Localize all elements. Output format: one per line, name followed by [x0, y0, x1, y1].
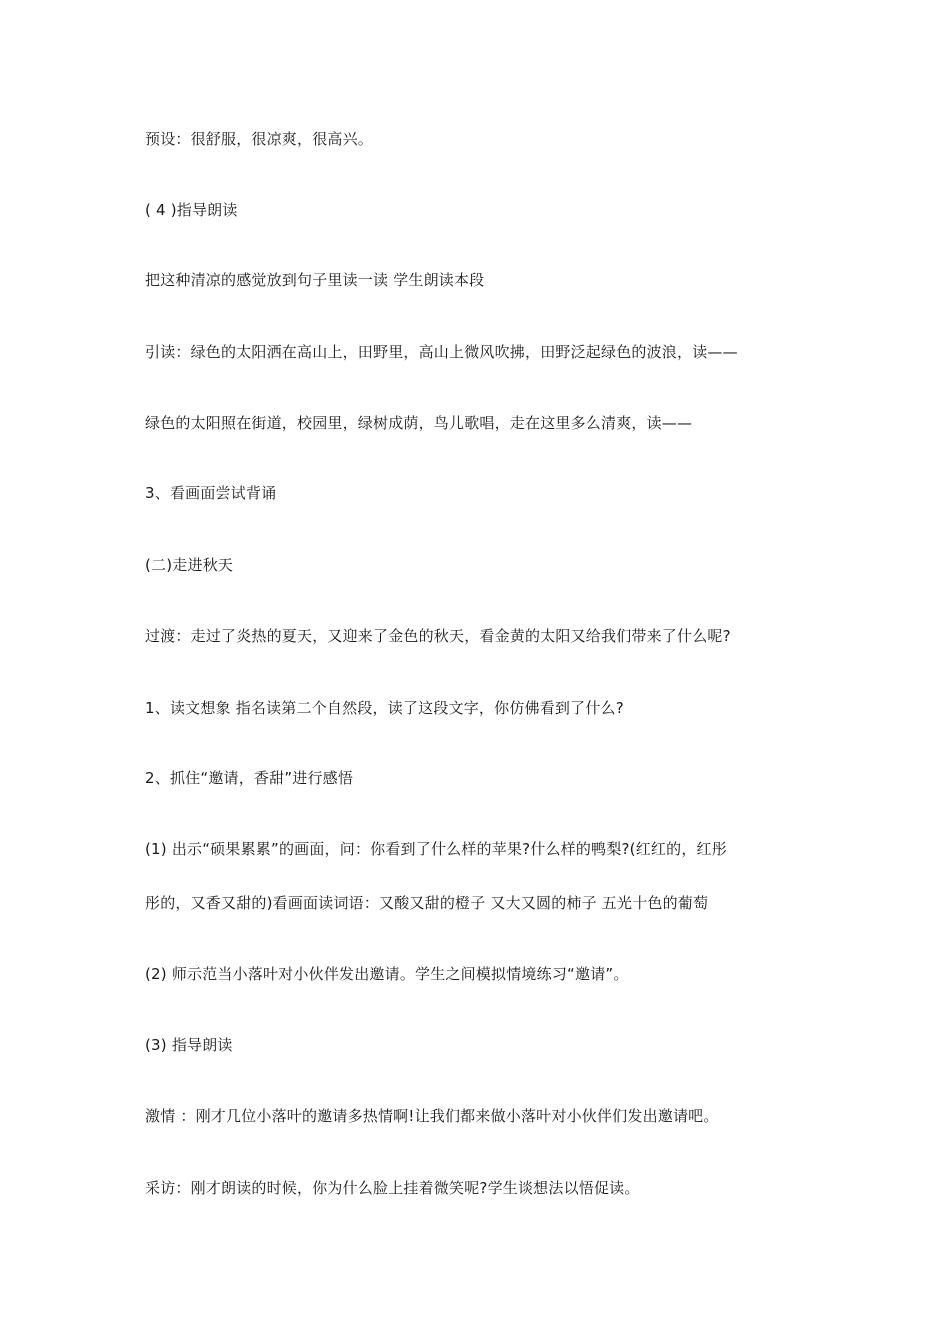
paragraph-teacher-demo: (2) 师示范当小落叶对小伙伴发出邀请。学生之间模拟情境练习“邀请”。 — [145, 965, 629, 983]
paragraph-interview: 采访：刚才朗读的时候，你为什么脸上挂着微笑呢?学生谈想法以悟促读。 — [145, 1179, 640, 1197]
paragraph-read-sentence: 把这种清凉的感觉放到句子里读一读 学生朗读本段 — [145, 271, 485, 289]
paragraph-lead-reading-1: 引读：绿色的太阳洒在高山上，田野里，高山上微风吹拂，田野泛起绿色的波浪，读—— — [145, 343, 738, 361]
paragraph-preset: 预设：很舒服，很凉爽，很高兴。 — [145, 130, 374, 148]
paragraph-passion: 激情 ：刚才几位小落叶的邀请多热情啊!让我们都来做小落叶对小伙伴们发出邀请吧。 — [145, 1107, 719, 1125]
paragraph-show-picture-1: (1) 出示“硕果累累”的画面，问：你看到了什么样的苹果?什么样的鸭梨?(红红的，红彤 — [145, 840, 727, 858]
heading-recite: 3、看画面尝试背诵 — [145, 484, 277, 502]
heading-guide-reading-3: (3) 指导朗读 — [145, 1036, 233, 1054]
paragraph-transition: 过渡：走过了炎热的夏天，又迎来了金色的秋天，看金黄的太阳又给我们带来了什么呢? — [145, 627, 731, 645]
heading-grasp-keywords: 2、抓住“邀请，香甜”进行感悟 — [145, 769, 354, 787]
heading-enter-autumn: (二)走进秋天 — [145, 556, 234, 574]
paragraph-lead-reading-2: 绿色的太阳照在街道，校园里，绿树成荫，鸟儿歌唱，走在这里多么清爽，读—— — [145, 414, 693, 432]
heading-guide-reading-4: ( 4 )指导朗读 — [145, 201, 238, 219]
paragraph-read-imagine: 1、读文想象 指名读第二个自然段，读了这段文字，你仿佛看到了什么? — [145, 699, 624, 717]
paragraph-show-picture-2: 彤的，又香又甜的)看画面读词语：又酸又甜的橙子 又大又圆的柿子 五光十色的葡萄 — [145, 894, 709, 912]
